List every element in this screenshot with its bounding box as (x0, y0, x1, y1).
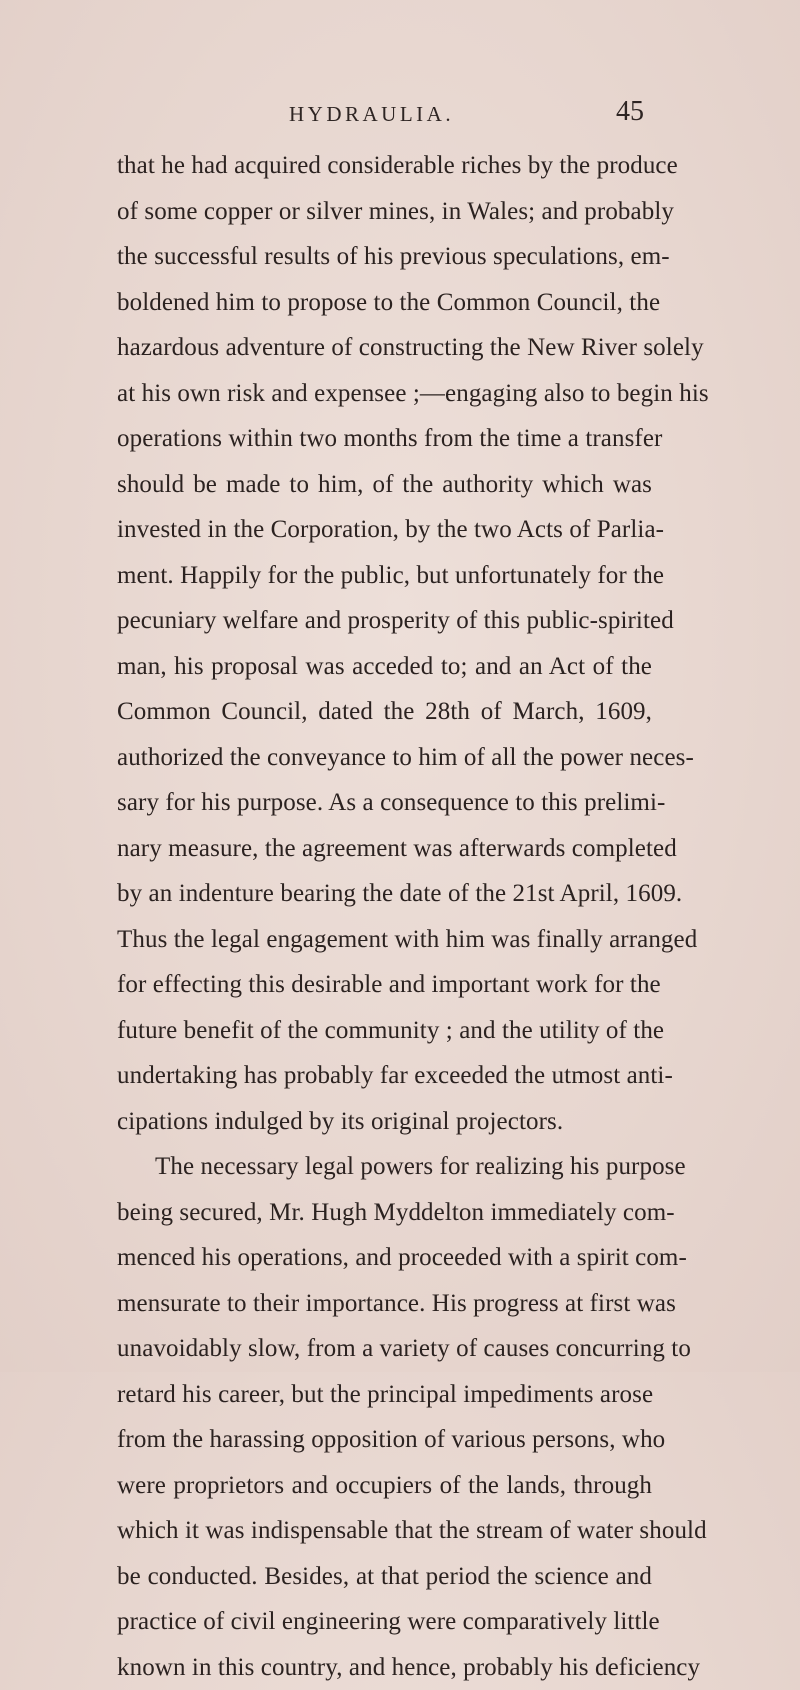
text-line: future benefit of the community ; and the utility of the (117, 1008, 652, 1054)
text-line: should be made to him, of the authority which was (117, 462, 652, 508)
text-line: ment. Happily for the public, but unfortunately for the (117, 553, 652, 599)
text-line: that he had acquired considerable riches by the produce (117, 143, 652, 189)
text-line: Common Council, dated the 28th of March, 1609, (117, 689, 652, 735)
text-line: invested in the Corporation, by the two Acts of Parlia- (117, 507, 652, 553)
text-line: boldened him to propose to the Common Council, the (117, 280, 652, 326)
page-number: 45 (616, 96, 644, 128)
text-line: man, his proposal was acceded to; and an Act of the (117, 644, 652, 690)
paragraph-start-line: The necessary legal powers for realizing his purpose (117, 1144, 652, 1190)
text-line: undertaking has probably far exceeded the utmost anti- (117, 1053, 652, 1099)
running-title: HYDRAULIA. (289, 102, 454, 127)
text-line: nary measure, the agreement was afterwards completed (117, 826, 652, 872)
text-line: of some copper or silver mines, in Wales; and probably (117, 189, 652, 235)
text-line: for effecting this desirable and important work for the (117, 962, 652, 1008)
text-line: by an indenture bearing the date of the 21st April, 1609. (117, 871, 652, 917)
text-line: operations within two months from the time a transfer (117, 416, 652, 462)
text-line: pecuniary welfare and prosperity of this public-spirited (117, 598, 652, 644)
paragraph-end-line: cipations indulged by its original projectors. (117, 1099, 652, 1145)
text-line: Thus the legal engagement with him was finally arranged (117, 917, 652, 963)
text-line: known in this country, and hence, probably his deficiency (117, 1645, 652, 1690)
running-head (0, 102, 800, 132)
text-line: mensurate to their importance. His progress at first was (117, 1281, 652, 1327)
text-line: which it was indispensable that the stream of water should (117, 1508, 652, 1554)
text-line: authorized the conveyance to him of all the power neces- (117, 735, 652, 781)
text-line: at his own risk and expensee ;—engaging also to begin his (117, 371, 652, 417)
text-line: practice of civil engineering were comparatively little (117, 1599, 652, 1645)
body-text (117, 143, 652, 1690)
text-line: menced his operations, and proceeded with a spirit com- (117, 1235, 652, 1281)
text-line: from the harassing opposition of various persons, who (117, 1417, 652, 1463)
text-line: hazardous adventure of constructing the New River solely (117, 325, 652, 371)
text-line: retard his career, but the principal impediments arose (117, 1372, 652, 1418)
text-line: the successful results of his previous speculations, em- (117, 234, 652, 280)
text-line: being secured, Mr. Hugh Myddelton immediately com- (117, 1190, 652, 1236)
text-line: sary for his purpose. As a consequence to this prelimi- (117, 780, 652, 826)
text-line: unavoidably slow, from a variety of causes concurring to (117, 1326, 652, 1372)
text-line: were proprietors and occupiers of the lands, through (117, 1463, 652, 1509)
text-line: be conducted. Besides, at that period the science and (117, 1554, 652, 1600)
